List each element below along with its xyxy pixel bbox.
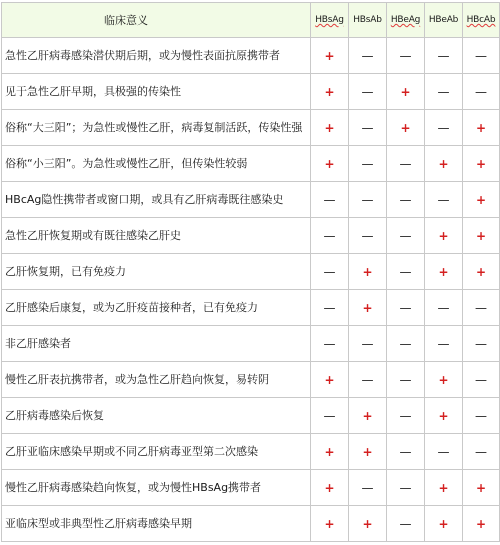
cell-hbeag: — bbox=[387, 362, 425, 398]
row-meaning: 乙肝亚临床感染早期或不同乙肝病毒亚型第二次感染 bbox=[2, 434, 311, 470]
cell-hbeab: + bbox=[425, 254, 463, 290]
cell-hbcab: + bbox=[463, 254, 500, 290]
row-meaning: 急性乙肝病毒感染潜伏期后期，或为慢性表面抗原携带者 bbox=[2, 38, 311, 74]
row-meaning: 慢性乙肝病毒感染趋向恢复，或为慢性HBsAg携带者 bbox=[2, 470, 311, 506]
row-meaning: HBcAg隐性携带者或窗口期，或具有乙肝病毒既往感染史 bbox=[2, 182, 311, 218]
cell-hbeag: — bbox=[387, 218, 425, 254]
cell-hbsab: + bbox=[349, 290, 387, 326]
table-row bbox=[2, 218, 500, 254]
row-meaning: 亚临床型或非典型性乙肝病毒感染早期 bbox=[2, 506, 311, 542]
row-meaning: 乙肝恢复期，已有免疫力 bbox=[2, 254, 311, 290]
cell-hbcab: + bbox=[463, 146, 500, 182]
header-hbeab: HBeAb bbox=[425, 3, 463, 38]
row-meaning: 急性乙肝恢复期或有既往感染乙肝史 bbox=[2, 218, 311, 254]
cell-hbcab: + bbox=[463, 470, 500, 506]
cell-hbeab: — bbox=[425, 326, 463, 362]
table-row bbox=[2, 146, 500, 182]
row-meaning: 俗称“大三阳”；为急性或慢性乙肝，病毒复制活跃，传染性强 bbox=[2, 110, 311, 146]
cell-hbsag: — bbox=[311, 182, 349, 218]
header-hbcab: HBcAb bbox=[463, 3, 500, 38]
table-row bbox=[2, 110, 500, 146]
cell-hbeag: — bbox=[387, 506, 425, 542]
cell-hbsag: — bbox=[311, 254, 349, 290]
cell-hbsag: + bbox=[311, 110, 349, 146]
cell-hbcab: — bbox=[463, 74, 500, 110]
table-row bbox=[2, 326, 500, 362]
cell-hbcab: — bbox=[463, 434, 500, 470]
cell-hbsab: — bbox=[349, 146, 387, 182]
cell-hbsab: — bbox=[349, 362, 387, 398]
header-row bbox=[2, 3, 500, 38]
cell-hbcab: — bbox=[463, 398, 500, 434]
header-hbsab: HBsAb bbox=[349, 3, 387, 38]
cell-hbcab: + bbox=[463, 182, 500, 218]
table-row bbox=[2, 290, 500, 326]
row-meaning: 非乙肝感染者 bbox=[2, 326, 311, 362]
cell-hbeab: — bbox=[425, 290, 463, 326]
cell-hbsab: — bbox=[349, 38, 387, 74]
cell-hbsag: — bbox=[311, 398, 349, 434]
cell-hbsab: + bbox=[349, 434, 387, 470]
cell-hbeab: + bbox=[425, 506, 463, 542]
cell-hbcab: — bbox=[463, 38, 500, 74]
table-row bbox=[2, 182, 500, 218]
header-hbeag: HBeAg bbox=[387, 3, 425, 38]
cell-hbsag: + bbox=[311, 362, 349, 398]
hbv-serology-table bbox=[1, 2, 500, 542]
cell-hbeag: — bbox=[387, 254, 425, 290]
cell-hbsab: — bbox=[349, 110, 387, 146]
cell-hbsag: + bbox=[311, 434, 349, 470]
cell-hbeag: — bbox=[387, 38, 425, 74]
cell-hbeag: — bbox=[387, 398, 425, 434]
cell-hbeag: — bbox=[387, 146, 425, 182]
cell-hbsab: — bbox=[349, 470, 387, 506]
cell-hbeab: + bbox=[425, 398, 463, 434]
table-row bbox=[2, 38, 500, 74]
cell-hbeab: — bbox=[425, 38, 463, 74]
cell-hbcab: + bbox=[463, 506, 500, 542]
cell-hbeab: — bbox=[425, 182, 463, 218]
cell-hbeab: + bbox=[425, 470, 463, 506]
cell-hbsab: + bbox=[349, 398, 387, 434]
cell-hbsag: + bbox=[311, 38, 349, 74]
cell-hbsag: + bbox=[311, 470, 349, 506]
row-meaning: 慢性乙肝表抗携带者，或为急性乙肝趋向恢复，易转阴 bbox=[2, 362, 311, 398]
cell-hbsag: — bbox=[311, 218, 349, 254]
table-row bbox=[2, 470, 500, 506]
row-meaning: 见于急性乙肝早期，具极强的传染性 bbox=[2, 74, 311, 110]
table-row bbox=[2, 434, 500, 470]
header-hbsag: HBsAg bbox=[311, 3, 349, 38]
cell-hbeab: + bbox=[425, 146, 463, 182]
cell-hbcab: + bbox=[463, 218, 500, 254]
table-row bbox=[2, 74, 500, 110]
cell-hbcab: — bbox=[463, 326, 500, 362]
cell-hbcab: — bbox=[463, 362, 500, 398]
cell-hbeag: — bbox=[387, 182, 425, 218]
table-row bbox=[2, 254, 500, 290]
cell-hbsab: + bbox=[349, 254, 387, 290]
cell-hbcab: — bbox=[463, 290, 500, 326]
cell-hbsab: + bbox=[349, 506, 387, 542]
table-row bbox=[2, 362, 500, 398]
cell-hbsab: — bbox=[349, 218, 387, 254]
cell-hbcab: + bbox=[463, 110, 500, 146]
cell-hbeab: + bbox=[425, 218, 463, 254]
cell-hbeab: + bbox=[425, 362, 463, 398]
cell-hbeab: — bbox=[425, 434, 463, 470]
cell-hbeag: — bbox=[387, 290, 425, 326]
cell-hbsag: + bbox=[311, 74, 349, 110]
cell-hbsag: — bbox=[311, 290, 349, 326]
cell-hbsab: — bbox=[349, 182, 387, 218]
cell-hbsab: — bbox=[349, 74, 387, 110]
cell-hbeag: — bbox=[387, 326, 425, 362]
cell-hbeag: + bbox=[387, 74, 425, 110]
row-meaning: 乙肝病毒感染后恢复 bbox=[2, 398, 311, 434]
cell-hbsag: — bbox=[311, 326, 349, 362]
cell-hbeab: — bbox=[425, 74, 463, 110]
row-meaning: 乙肝感染后康复，或为乙肝疫苗接种者，已有免疫力 bbox=[2, 290, 311, 326]
cell-hbeab: — bbox=[425, 110, 463, 146]
cell-hbsag: + bbox=[311, 146, 349, 182]
table-body bbox=[2, 38, 500, 542]
header-clinical-meaning: 临床意义 bbox=[2, 3, 311, 38]
cell-hbsab: — bbox=[349, 326, 387, 362]
cell-hbeag: — bbox=[387, 470, 425, 506]
table-row bbox=[2, 506, 500, 542]
row-meaning: 俗称“小三阳”。为急性或慢性乙肝，但传染性较弱 bbox=[2, 146, 311, 182]
cell-hbeag: — bbox=[387, 434, 425, 470]
cell-hbsag: + bbox=[311, 506, 349, 542]
cell-hbeag: + bbox=[387, 110, 425, 146]
table-row bbox=[2, 398, 500, 434]
